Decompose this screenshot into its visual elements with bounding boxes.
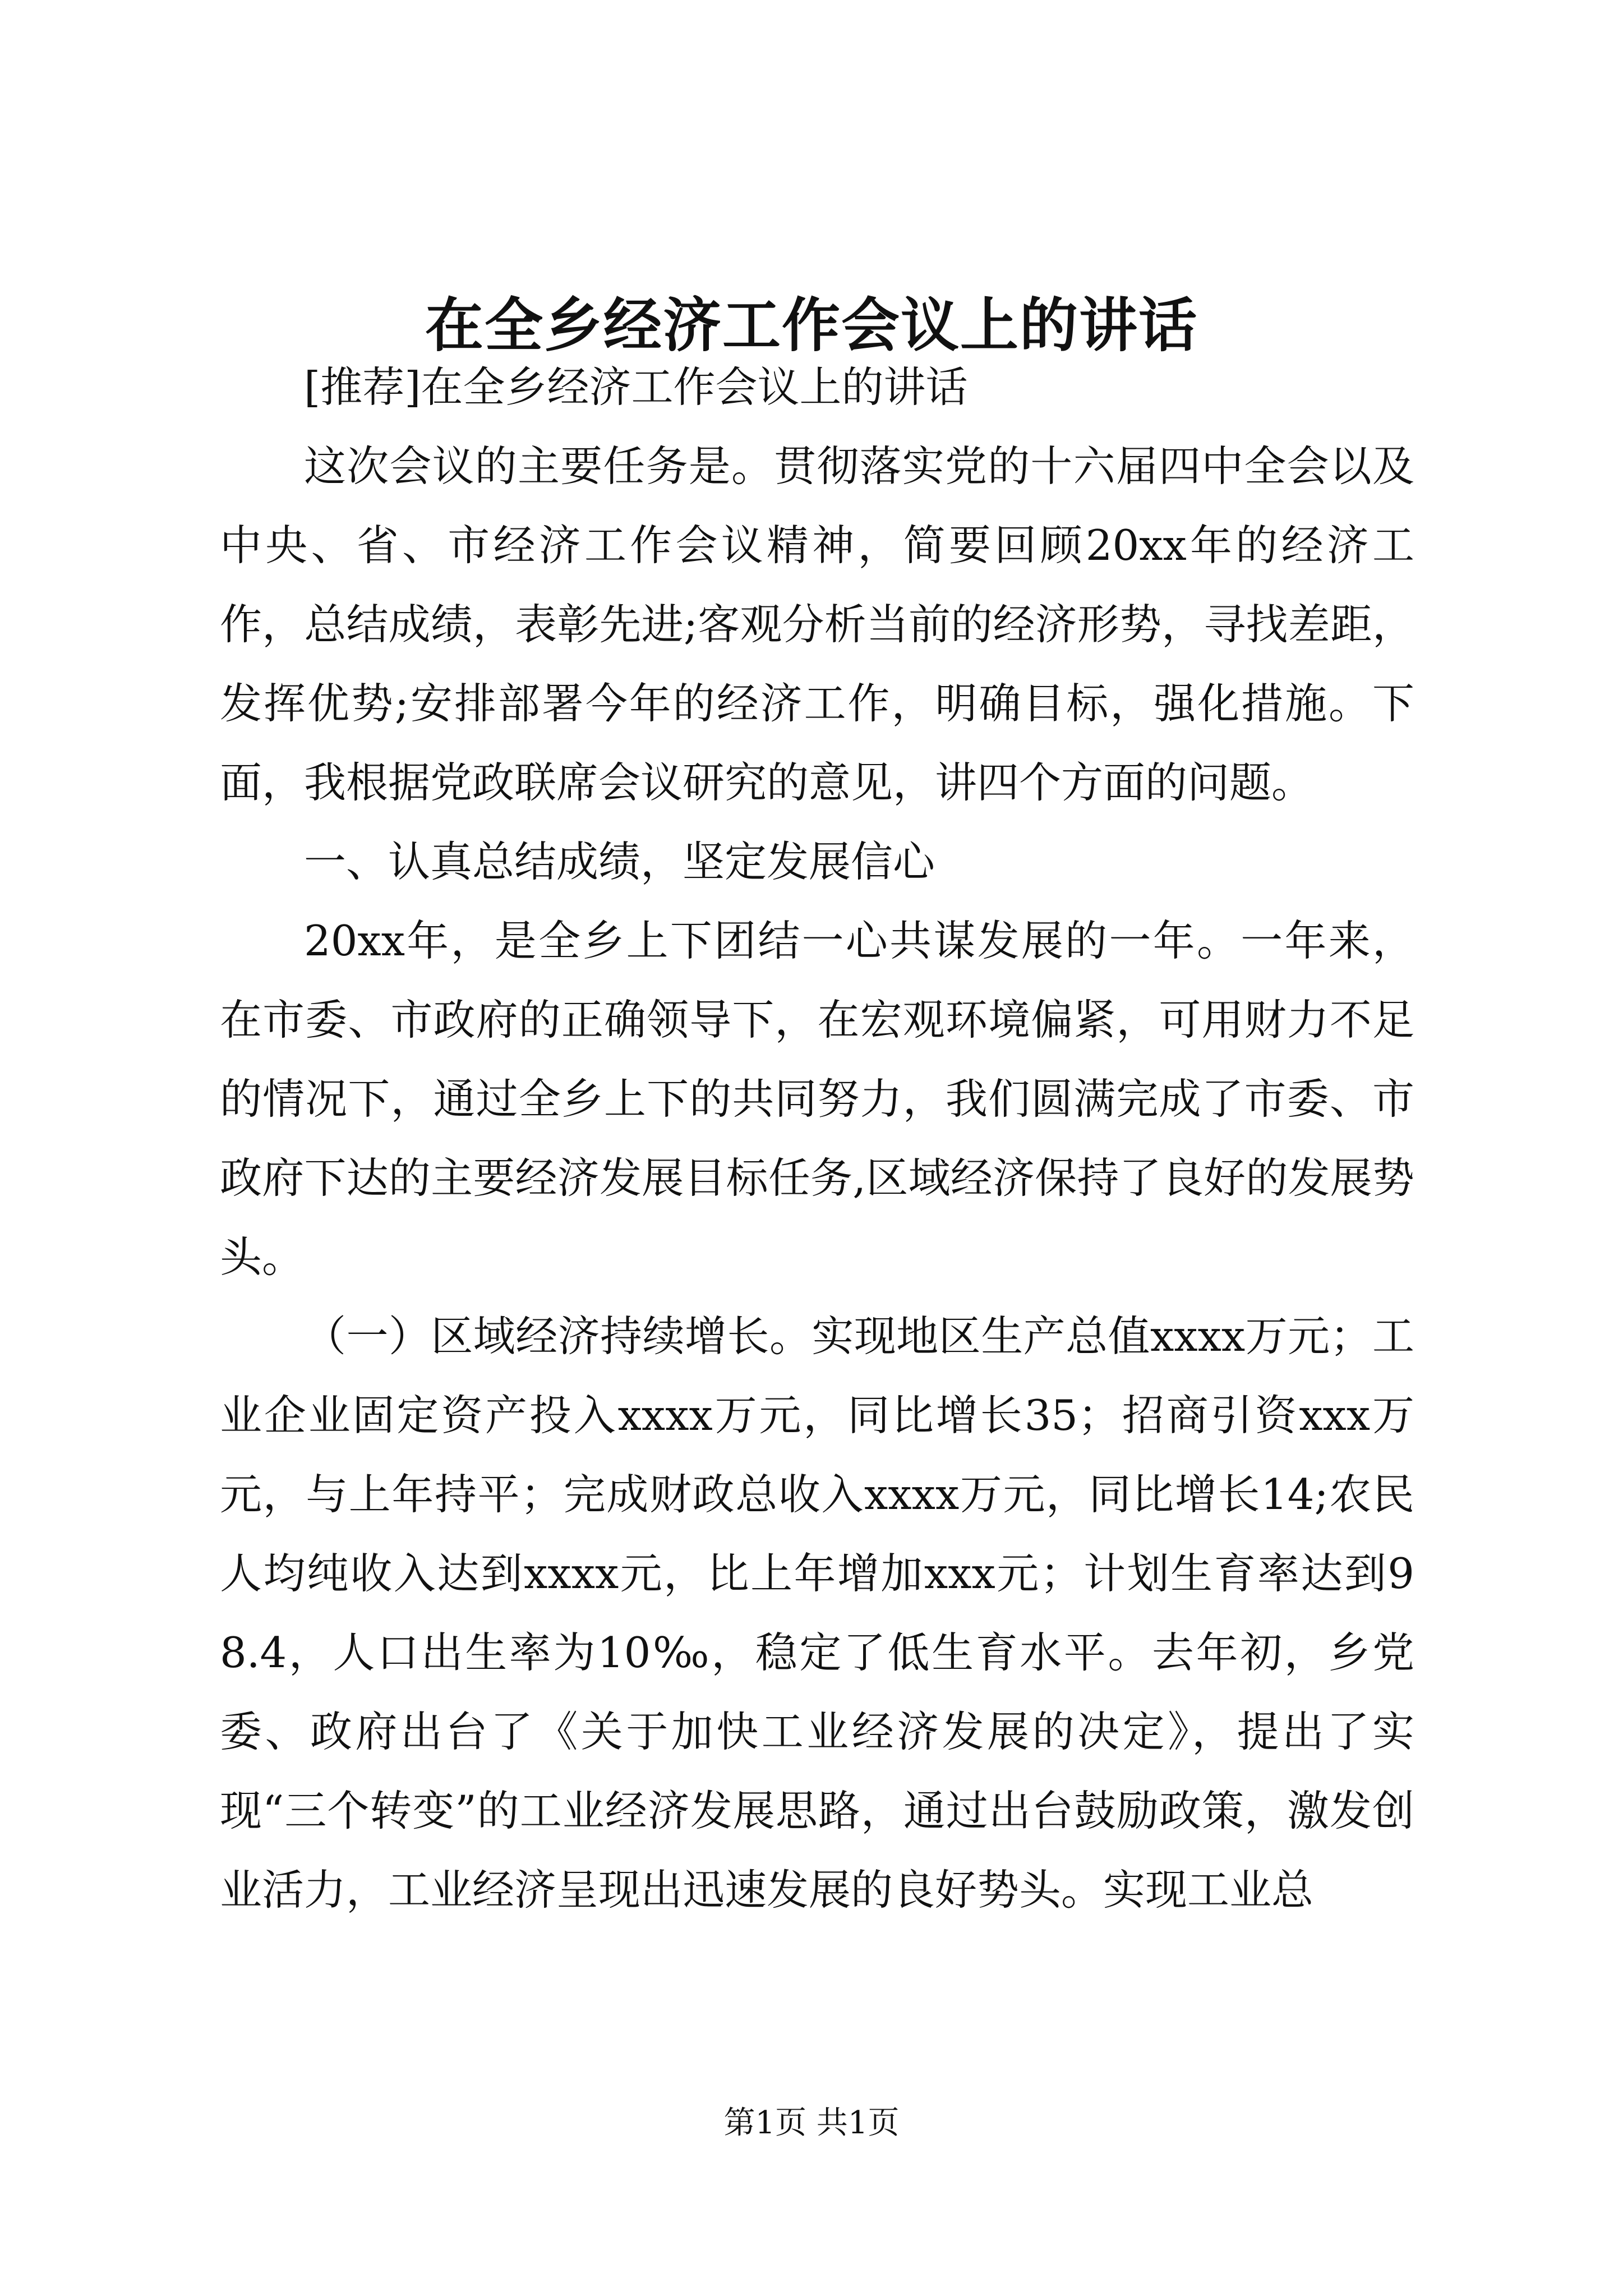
section-heading-1: 一、认真总结成绩，坚定发展信心 bbox=[304, 837, 935, 886]
paragraph-meeting-tasks: 这次会议的主要任务是。贯彻落实党的十六届四中全会以及中央、省、市经济工作会议精神，简要回顾20xx年的经济工作，总结成绩，表彰先进;客观分析当前的经济形势，寻找差距，发挥优势;安排部署今年的经济工作，明确目标，强化措施。下面，我根据党政联席会议研究的意见，讲四个方面的问题。 bbox=[220, 441, 1414, 807]
paragraph-year-review: 20xx年，是全乡上下团结一心共谋发展的一年。一年来，在市委、市政府的正确领导下，在宏观环境偏紧，可用财力不足的情况下，通过全乡上下的共同努力，我们圆满完成了市委、市政府下达的主要经济发展目标任务,区域经济保持了良好的发展势头。 bbox=[220, 916, 1414, 1282]
page-footer: 第1页 共1页 bbox=[723, 2105, 900, 2141]
document-body bbox=[220, 348, 1414, 1930]
paragraph-regional-economy: （一）区域经济持续增长。实现地区生产总值xxxx万元；工业企业固定资产投入xxxx万元，同比增长35；招商引资xxx万元，与上年持平；完成财政总收入xxxx万元，同比增长14;农民人均纯收入达到xxxx元，比上年增加xxx元；计划生育率达到98.4，人口出生率为10‰，稳定了低生育水平。去年初，乡党委、政府出台了《关于加快工业经济发展的决定》，提出了实现“三个转变”的工业经济发展思路，通过出台鼓励政策，激发创业活力，工业经济呈现出迅速发展的良好势头。实现工业总 bbox=[220, 1312, 1414, 1915]
paragraph-heading-recommend: [推荐]在全乡经济工作会议上的讲话 bbox=[304, 362, 968, 412]
document-title: 在全乡经济工作会议上的讲话 bbox=[425, 291, 1198, 360]
